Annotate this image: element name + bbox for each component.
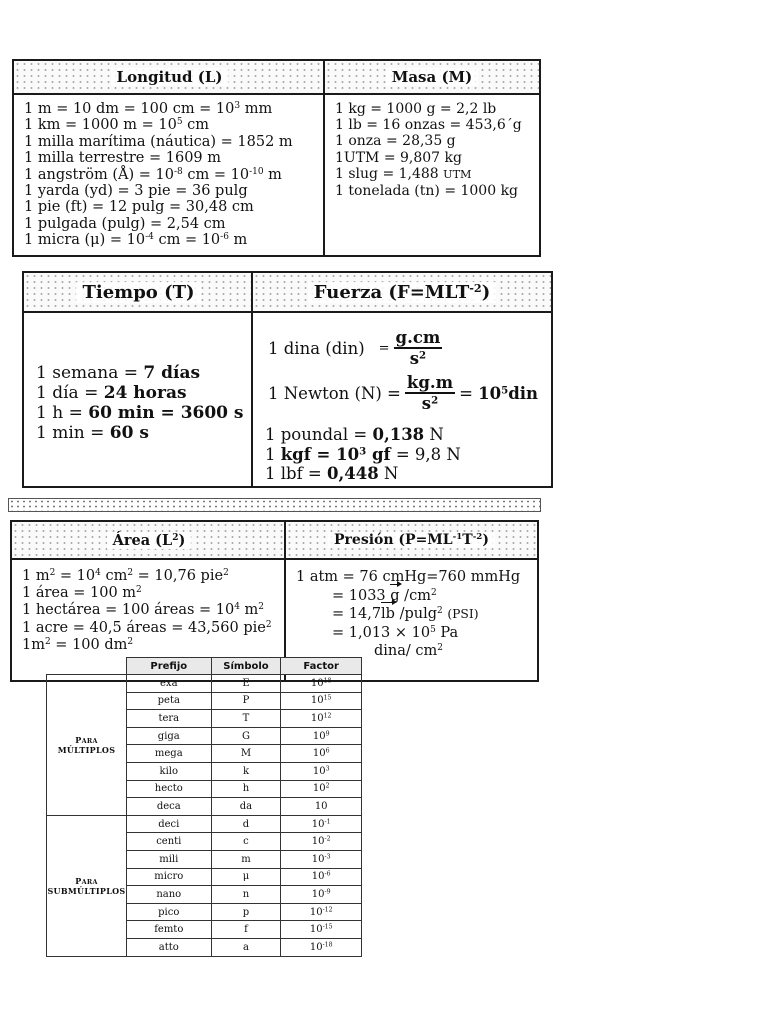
cell-simbolo: c [211,833,281,851]
cell-prefijo: tera [126,710,211,728]
cell-factor: $10^{-3}$ [281,850,362,868]
masa-title: Masa (M) [386,68,479,86]
cell-prefijo: kilo [126,762,211,780]
cell-simbolo: n [211,886,281,904]
cell-simbolo: E [211,675,281,693]
dina-fraction [394,328,443,368]
cell-factor: $10^{-18}$ [281,938,362,956]
dina-numerator: g.cm [395,328,441,347]
cell-factor: $10^{-12}$ [281,903,362,921]
list-item: 1 slug = 1,488 UTM [335,165,472,182]
list-item: 1 m = 10 dm = 100 cm = $10^3$ mm [24,101,273,117]
cell-factor: $10^{-9}$ [281,886,362,904]
cell-simbolo: f [211,921,281,939]
header-simbolo: Símbolo [211,658,281,675]
cell-simbolo: T [211,710,281,728]
presion-list [296,568,520,661]
longitud-masa-box [12,59,541,257]
presion-header [286,522,537,560]
cell-prefijo: hecto [126,780,211,798]
group-label-multiplos: PARA MÚLTIPLOS [47,675,127,816]
cell-factor: $10^{15}$ [281,692,362,710]
list-item: 1 atm = 76 cmHg=760 mmHg [296,569,521,585]
table-row [47,815,362,833]
divider [323,61,325,255]
list-item: 1 hectárea = 100 áreas = $10^4$ $m^2$ [22,602,265,619]
tiempo-fuerza-box [22,271,553,488]
cell-prefijo: mili [126,850,211,868]
cell-prefijo: exa [126,675,211,693]
cell-simbolo: m [211,850,281,868]
list-item: = $1,013 \times 10^5$ Pa [332,624,459,641]
list-item: 1 yarda (yd) = 3 pie = 36 pulg [24,183,248,200]
list-item: 1 poundal = 0,138 N [265,425,444,444]
list-item: 1 $m^2 = 10^4$ $cm^2 = 10,76$ pie$^2$ [22,568,229,584]
area-list [22,568,272,654]
table-header-row [47,658,362,675]
cell-factor: $10^{18}$ [281,675,362,693]
newton-numerator: kg.m [406,373,454,392]
tiempo-title: Tiempo (T) [76,282,200,303]
group-label-submultiplos: PARA SUBMÚLTIPLOS [47,815,127,956]
cell-prefijo: mega [126,745,211,763]
list-item: 1 tonelada (tn) = 1000 kg [335,183,519,200]
list-item: 1 kgf = $10^3$ gf = 9,8 N [265,444,461,464]
list-item: 1 km = 1000 $m = 10^5$ cm [24,117,210,134]
table-row [47,675,362,693]
cell-factor: $10^2$ [281,780,362,798]
divider [251,273,253,486]
newton-lhs: 1 Newton (N) = [268,383,401,403]
list-item: dina/ $cm^2$ [374,643,443,660]
list-item: 1 semana = 7 días [36,363,201,383]
newton-rhs: = $10^5din$ [459,383,539,403]
newton-fraction [405,373,455,413]
list-item: 1 milla marítima (náutica) = 1852 m [24,133,293,150]
cell-factor: $10^3$ [281,762,362,780]
list-item: 1 micra $(\mu) = 10^{-4}$ cm = $10^{-6}$ m [24,232,248,249]
list-item: 1 pie (ft) = 12 pulg = 30,48 cm [24,199,254,216]
cell-simbolo: da [211,798,281,816]
header-prefijo: Prefijo [126,658,211,675]
prefijos-table [46,657,362,957]
list-item: = 1033 g $/cm^2$ [332,587,437,604]
cell-simbolo: k [211,762,281,780]
list-item: $1m^2 = 100$ $dm^2$ [22,636,134,653]
tiempo-list [36,363,244,443]
list-item: 1UTM = 9,807 kg [335,149,462,166]
fuerza-header [253,273,551,313]
area-title: Área $(L^2)$ [107,532,192,549]
cell-simbolo: G [211,727,281,745]
cell-factor: $10^{-2}$ [281,833,362,851]
cell-prefijo: deca [126,798,211,816]
cell-prefijo: deci [126,815,211,833]
list-item: 1 onza = 28,35 g [335,133,456,150]
newton-equation [268,373,538,413]
list-item: 1 lb = 16 onzas = 453,6´g [335,117,522,134]
list-item: 1 día = 24 horas [36,383,187,403]
cell-prefijo: micro [126,868,211,886]
header-factor: Factor [281,658,362,675]
longitud-header [14,61,325,95]
cell-factor: 10 [281,798,362,816]
dina-lhs: 1 dina (din) [268,338,365,358]
cell-factor: $10^{-1}$ [281,815,362,833]
area-header [12,522,286,560]
cell-prefijo: pico [126,903,211,921]
cell-simbolo: p [211,903,281,921]
list-item: = 14,7lb /pulg$^2$ (PSI) [332,606,479,623]
header-spacer [47,658,127,675]
cell-prefijo: atto [126,938,211,956]
list-item: 1 acre = 40,5 áreas = 43,560 pie$^2$ [22,619,272,636]
tiempo-header [24,273,253,313]
dina-eq: = [378,340,390,356]
list-item: 1 lbf = 0,448 N [265,464,399,483]
cell-prefijo: giga [126,727,211,745]
list-item: 1 área = 100 $m^2$ [22,585,142,602]
cell-factor: $10^{12}$ [281,710,362,728]
newton-denominator: $s^2$ [421,394,439,413]
cell-factor: $10^{-15}$ [281,921,362,939]
cell-simbolo: M [211,745,281,763]
list-item: 1 min = 60 s [36,423,149,443]
list-item: 1 kg = 1000 g = 2,2 lb [335,101,497,117]
longitud-list [24,101,293,249]
cell-prefijo: peta [126,692,211,710]
cell-simbolo: d [211,815,281,833]
longitud-title: Longitud (L) [111,68,229,86]
masa-header [325,61,539,95]
cell-prefijo: centi [126,833,211,851]
list-item: 1 angström (Å) = $10^{-8}$ cm = $10^{-10}$ m [24,166,282,183]
cell-prefijo: nano [126,886,211,904]
cell-factor: $10^{-6}$ [281,868,362,886]
cell-factor: $10^9$ [281,727,362,745]
list-item: 1 pulgada (pulg) = 2,54 cm [24,215,226,232]
list-item: 1 h = 60 min = 3600 s [36,403,244,423]
dina-equation [268,328,446,368]
prefijos-body [47,675,362,957]
cell-simbolo: h [211,780,281,798]
dina-denominator: $s^2$ [409,349,427,368]
cell-simbolo: a [211,938,281,956]
cell-simbolo: μ [211,868,281,886]
masa-list [335,101,522,199]
cell-simbolo: P [211,692,281,710]
cell-prefijo: femto [126,921,211,939]
fuerza-title: Fuerza $(F=MLT^{-2})$ [308,282,496,303]
scan-noise-strip [8,498,541,512]
fuerza-list [265,425,461,484]
presion-title: Presión $(P=ML^{-1}T^{-2})$ [328,532,495,548]
cell-factor: $10^6$ [281,745,362,763]
list-item: 1 milla terrestre = 1609 m [24,150,222,167]
